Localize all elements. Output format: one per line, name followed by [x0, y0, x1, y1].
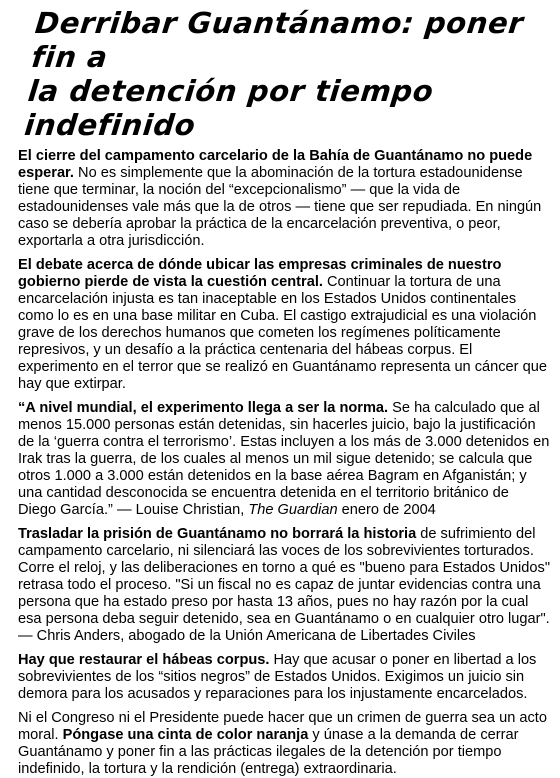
paragraph-body: de sufrimiento del campamento carcelario, ni silenciará las voces de los sobrevivientes torturados. Corre el reloj, y las deliberaciones en torno a qué es "bueno para Estados Unidos" retrasa todo el proceso. "Si un fiscal no es capaz de juntar evidencias contra una persona que ha estado preso por hasta 13 años, pues no hay razón por la cual esa persona deba seguir detenido, sea en Guantánamo o en cualquier otro lugar". — Chris Anders, abogado de la Unión Americana de Libertades Civiles: [18, 526, 550, 644]
title-line-1: Derribar Guantánamo: poner fin a: [30, 6, 526, 74]
paragraph-1: [18, 148, 550, 250]
title-line-2: la detención por tiempo indefinido: [22, 74, 436, 142]
paragraph-body: Hay que acusar o poner en libertad a los sobrevivientes de los “sitios negros” de Estados Unidos. Exigimos un juicio sin demora para los acusados y reparaciones para los injustamente encarcelados.: [18, 652, 537, 702]
paragraph-body: Continuar la tortura de una encarcelación injusta es tan inaceptable en los Estados Unidos continentales como lo es en una base militar en Cuba. El castigo extrajudicial es una violación grave de los derechos humanos que cometen los regímenes políticamente represivos, y un desafío a la práctica centenaria del hábeas corpus. El experimento en el terror que se realizó en Guantánamo representa un cáncer que hay que extirpar.: [18, 274, 547, 392]
paragraph-lead: Póngase una cinta de color naranja: [62, 727, 309, 743]
paragraph-body: No es simplemente que la abominación de la tortura estadounidense tiene que terminar, la noción del “excepcionalismo” — que la vida de estadounidenses vale más que la de otros — tiene que ser repudiada. En ningún caso se debería aprobar la práctica de la encarcelación preventiva, o peor, exportarla a otra jurisdicción.: [18, 165, 542, 249]
page-title: [23, 6, 557, 142]
paragraph-5: [18, 652, 550, 703]
paragraph-body: y únase a la demanda de cerrar Guantánamo y poner fin a las prácticas ilegales de la detención por tiempo indefinido, la tortura y la rendición (entrega) extraordinaria.: [18, 727, 519, 777]
paragraph-lead: “A nivel mundial, el experimento llega a ser la norma.: [18, 400, 389, 416]
paragraph-2: [18, 257, 550, 393]
paragraph-body: Se ha calculado que al menos 15.000 personas están detenidas, sin hacerles juicio, bajo la justificación de la ‘guerra contra el terrorismo’. Estas incluyen a los más de 3.000 detenidos en Irak tras la guerra, de los cuales al menos un mil sigue detenido; se calcula que otros 1.000 a 3.000 están detenidos en la base aérea Bagram en Afganistán; y una cantidad desconocida se encuentra detenida en el territorio británico de Diego García.” — Louise Christian,: [18, 400, 550, 518]
paragraph-lead: Trasladar la prisión de Guantánamo no borrará la historia: [18, 526, 417, 542]
paragraph-lead: El debate acerca de dónde ubicar las empresas criminales de nuestro gobierno pierde de vista la cuestión central.: [18, 257, 502, 290]
paragraph-3-quote: [18, 400, 550, 519]
paragraph-4: [18, 526, 550, 645]
quote-source: The Guardian: [248, 502, 338, 518]
paragraph-lead: Hay que restaurar el hábeas corpus.: [18, 652, 270, 668]
paragraph-intro: Ni el Congreso ni el Presidente puede hacer que un crimen de guerra sea un acto moral.: [18, 710, 547, 743]
quote-date: enero de 2004: [337, 502, 436, 518]
paragraph-6: [18, 710, 550, 778]
paragraph-lead: El cierre del campamento carcelario de la Bahía de Guantánamo no puede esperar.: [18, 148, 533, 181]
